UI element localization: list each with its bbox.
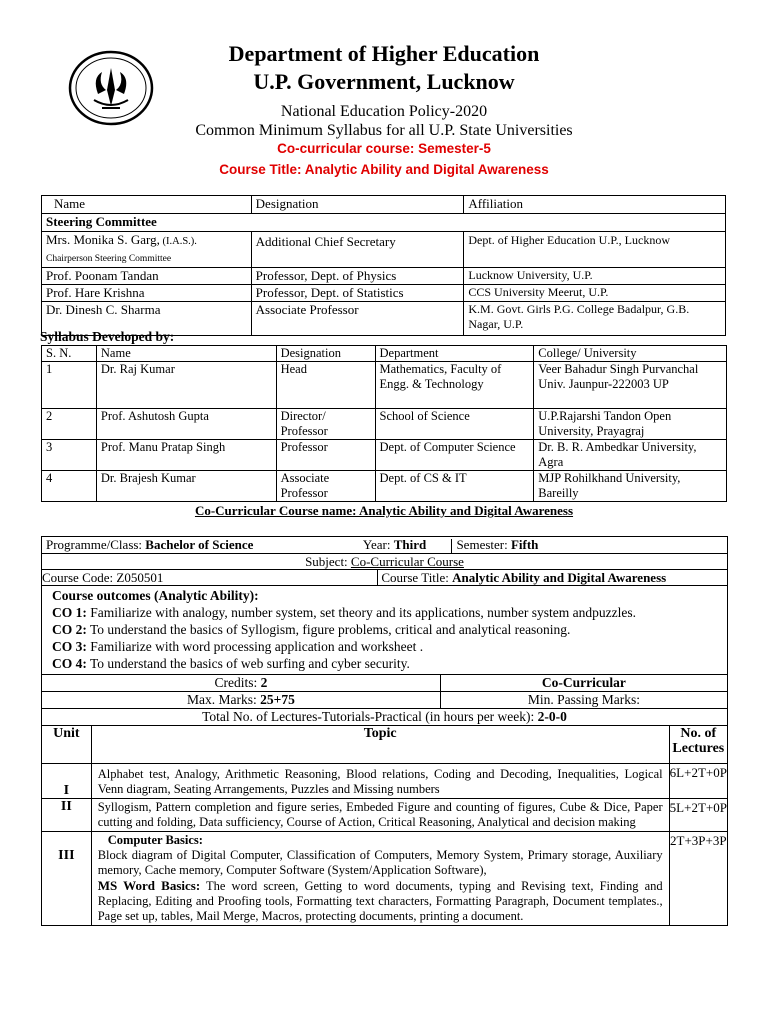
course-title-value: Analytic Ability and Digital Awareness bbox=[452, 570, 667, 586]
outcome-item: CO 2: To understand the basics of Syllogism, figure problems, critical and analytical reasoning. bbox=[52, 622, 571, 638]
credits-label: Credits: bbox=[214, 675, 261, 691]
column-header-college: College/ University bbox=[534, 346, 727, 362]
course-title-heading: Course Title: Analytic Ability and Digital Awareness bbox=[219, 162, 549, 177]
cocurricular-semester-heading: Co-curricular course: Semester-5 bbox=[277, 141, 491, 156]
member-affiliation: CCS University Meerut, U.P. bbox=[464, 285, 726, 302]
member-designation: Additional Chief Secretary bbox=[251, 232, 464, 268]
serial-number: 4 bbox=[42, 471, 97, 502]
table-row bbox=[42, 440, 727, 471]
table-row bbox=[42, 409, 727, 440]
developer-college: Dr. B. R. Ambedkar University, Agra bbox=[534, 440, 727, 471]
table-row bbox=[42, 268, 726, 285]
developer-designation: Director/ Professor bbox=[276, 409, 375, 440]
document-title: Department of Higher Education bbox=[228, 41, 540, 66]
unit-topic: Alphabet test, Analogy, Arithmetic Reasoning, Blood relations, Coding and Decoding, Inequalities, Logical Venn diagram, Seating Arrangements, Puzzles and Missing numbers bbox=[91, 764, 669, 799]
developer-college: Veer Bahadur Singh Purvanchal Univ. Jaunpur-222003 UP bbox=[534, 362, 727, 409]
steering-committee-label: Steering Committee bbox=[42, 214, 726, 232]
member-designation: Associate Professor bbox=[251, 302, 464, 336]
member-name: Prof. Poonam Tandan bbox=[42, 268, 252, 285]
member-name: Mrs. Monika S. Garg, bbox=[46, 232, 160, 247]
outcome-item: CO 4: To understand the basics of web surfing and cyber security. bbox=[52, 656, 410, 672]
developer-name: Prof. Manu Pratap Singh bbox=[96, 440, 276, 471]
course-title-label: Course Title: bbox=[381, 570, 453, 586]
developer-department: Mathematics, Faculty of Engg. & Technology bbox=[375, 362, 534, 409]
developer-name: Prof. Ashutosh Gupta bbox=[96, 409, 276, 440]
course-details-table bbox=[41, 536, 728, 926]
computer-basics-heading: Computer Basics: bbox=[107, 833, 203, 848]
total-lectures-label: Total No. of Lectures-Tutorials-Practical (in hours per week): bbox=[202, 709, 538, 725]
column-header-sn: S. N. bbox=[42, 346, 97, 362]
course-category: Co-Curricular bbox=[440, 675, 727, 692]
table-row bbox=[42, 285, 726, 302]
developer-department: Dept. of Computer Science bbox=[375, 440, 534, 471]
developer-name: Dr. Brajesh Kumar bbox=[96, 471, 276, 502]
unit-lectures: 2T+3P+3P bbox=[669, 832, 727, 926]
developer-college: MJP Rohilkhand University, Bareilly bbox=[534, 471, 727, 502]
developer-department: Dept. of CS & IT bbox=[375, 471, 534, 502]
credits-value: 2 bbox=[260, 675, 268, 691]
policy-line: National Education Policy-2020 bbox=[280, 103, 488, 120]
year-label: Year: bbox=[362, 537, 394, 552]
outcome-item: CO 3: Familiarize with word processing application and worksheet . bbox=[52, 639, 424, 655]
table-row bbox=[42, 232, 726, 268]
table-row bbox=[42, 832, 728, 926]
lectures-header: No. of Lectures bbox=[669, 726, 727, 764]
ms-word-basics-heading: MS Word Basics: bbox=[97, 878, 201, 894]
unit-lectures: 5L+2T+0P bbox=[669, 799, 727, 832]
course-outcomes-heading: Course outcomes (Analytic Ability): bbox=[52, 588, 259, 604]
column-header-designation: Designation bbox=[251, 196, 464, 214]
member-affiliation: K.M. Govt. Girls P.G. College Badalpur, G.B. Nagar, U.P. bbox=[464, 302, 726, 336]
course-name-heading: Co-Curricular Course name: Analytic Ability and Digital Awareness bbox=[194, 503, 574, 518]
column-header-affiliation: Affiliation bbox=[464, 196, 726, 214]
member-name: Prof. Hare Krishna bbox=[42, 285, 252, 302]
syllabus-developers-table bbox=[41, 345, 727, 502]
ms-word-basics-text: The word screen, Getting to word documents, typing and Revising text, Finding and Replacing, Editing and Proofing tools, Formatting text characters, Formatting Paragraph, Document templates., Page set up, tables, Mail Merge, Macros, protecting documents, printing a document. bbox=[97, 879, 663, 924]
developer-name: Dr. Raj Kumar bbox=[96, 362, 276, 409]
course-code-value: Z050501 bbox=[116, 570, 164, 586]
topic-header: Topic bbox=[91, 726, 669, 764]
unit-header: Unit bbox=[42, 726, 92, 764]
serial-number: 3 bbox=[42, 440, 97, 471]
steering-committee-table bbox=[41, 195, 726, 336]
programme-label: Programme/Class: bbox=[46, 537, 146, 552]
column-header-name: Name bbox=[42, 196, 252, 214]
syllabus-line: Common Minimum Syllabus for all U.P. State Universities bbox=[195, 122, 573, 139]
table-row bbox=[42, 362, 727, 409]
developer-department: School of Science bbox=[375, 409, 534, 440]
table-row bbox=[42, 799, 728, 832]
table-row bbox=[42, 471, 727, 502]
document-subtitle: U.P. Government, Lucknow bbox=[253, 69, 515, 94]
member-name-suffix: (I.A.S.). bbox=[159, 236, 197, 247]
table-row bbox=[42, 764, 728, 799]
developer-designation: Associate Professor bbox=[276, 471, 375, 502]
max-marks-value: 25+75 bbox=[260, 692, 295, 708]
subject-value: Co-Curricular Course bbox=[350, 554, 464, 570]
unit-lectures: 6L+2T+0P bbox=[669, 764, 727, 799]
max-marks-label: Max. Marks: bbox=[187, 692, 261, 708]
unit-number: I bbox=[42, 764, 92, 799]
member-note: Chairperson Steering Committee bbox=[46, 254, 172, 264]
syllabus-developed-label: Syllabus Developed by: bbox=[40, 329, 175, 344]
serial-number: 1 bbox=[42, 362, 97, 409]
developer-college: U.P.Rajarshi Tandon Open University, Prayagraj bbox=[534, 409, 727, 440]
unit-number: III bbox=[42, 832, 92, 926]
developer-designation: Professor bbox=[276, 440, 375, 471]
member-affiliation: Dept. of Higher Education U.P., Lucknow bbox=[464, 232, 726, 268]
member-name: Dr. Dinesh C. Sharma bbox=[42, 302, 252, 336]
unit-number: II bbox=[42, 799, 92, 832]
member-designation: Professor, Dept. of Physics bbox=[251, 268, 464, 285]
subject-label: Subject: bbox=[305, 554, 351, 570]
computer-basics-text: Block diagram of Digital Computer, Classification of Computers, Memory System, Primary storage, Auxiliary memory, Cache memory, Computer Software (System/Application Software), bbox=[97, 848, 663, 878]
developer-designation: Head bbox=[276, 362, 375, 409]
min-passing-marks: Min. Passing Marks: bbox=[440, 692, 727, 709]
column-header-department: Department bbox=[375, 346, 534, 362]
column-header-designation: Designation bbox=[276, 346, 375, 362]
course-code-label: Course Code: bbox=[42, 570, 117, 586]
semester-value: Fifth bbox=[510, 537, 539, 552]
semester-label: Semester: bbox=[456, 537, 511, 552]
total-lectures-value: 2-0-0 bbox=[537, 709, 567, 725]
serial-number: 2 bbox=[42, 409, 97, 440]
year-value: Third bbox=[393, 537, 427, 552]
up-government-emblem bbox=[68, 50, 154, 126]
programme-value: Bachelor of Science bbox=[145, 537, 254, 552]
member-designation: Professor, Dept. of Statistics bbox=[251, 285, 464, 302]
column-header-name: Name bbox=[96, 346, 276, 362]
outcome-item: CO 1: Familiarize with analogy, number system, set theory and its applications, number system andpuzzles. bbox=[52, 605, 636, 621]
member-affiliation: Lucknow University, U.P. bbox=[464, 268, 726, 285]
unit-topic: Syllogism, Pattern completion and figure series, Embeded Figure and counting of figures, Cube & Dice, Paper cutting and folding, Data sufficiency, Course of Action, Critical Reasoning, Analytical and decision making bbox=[91, 799, 669, 832]
